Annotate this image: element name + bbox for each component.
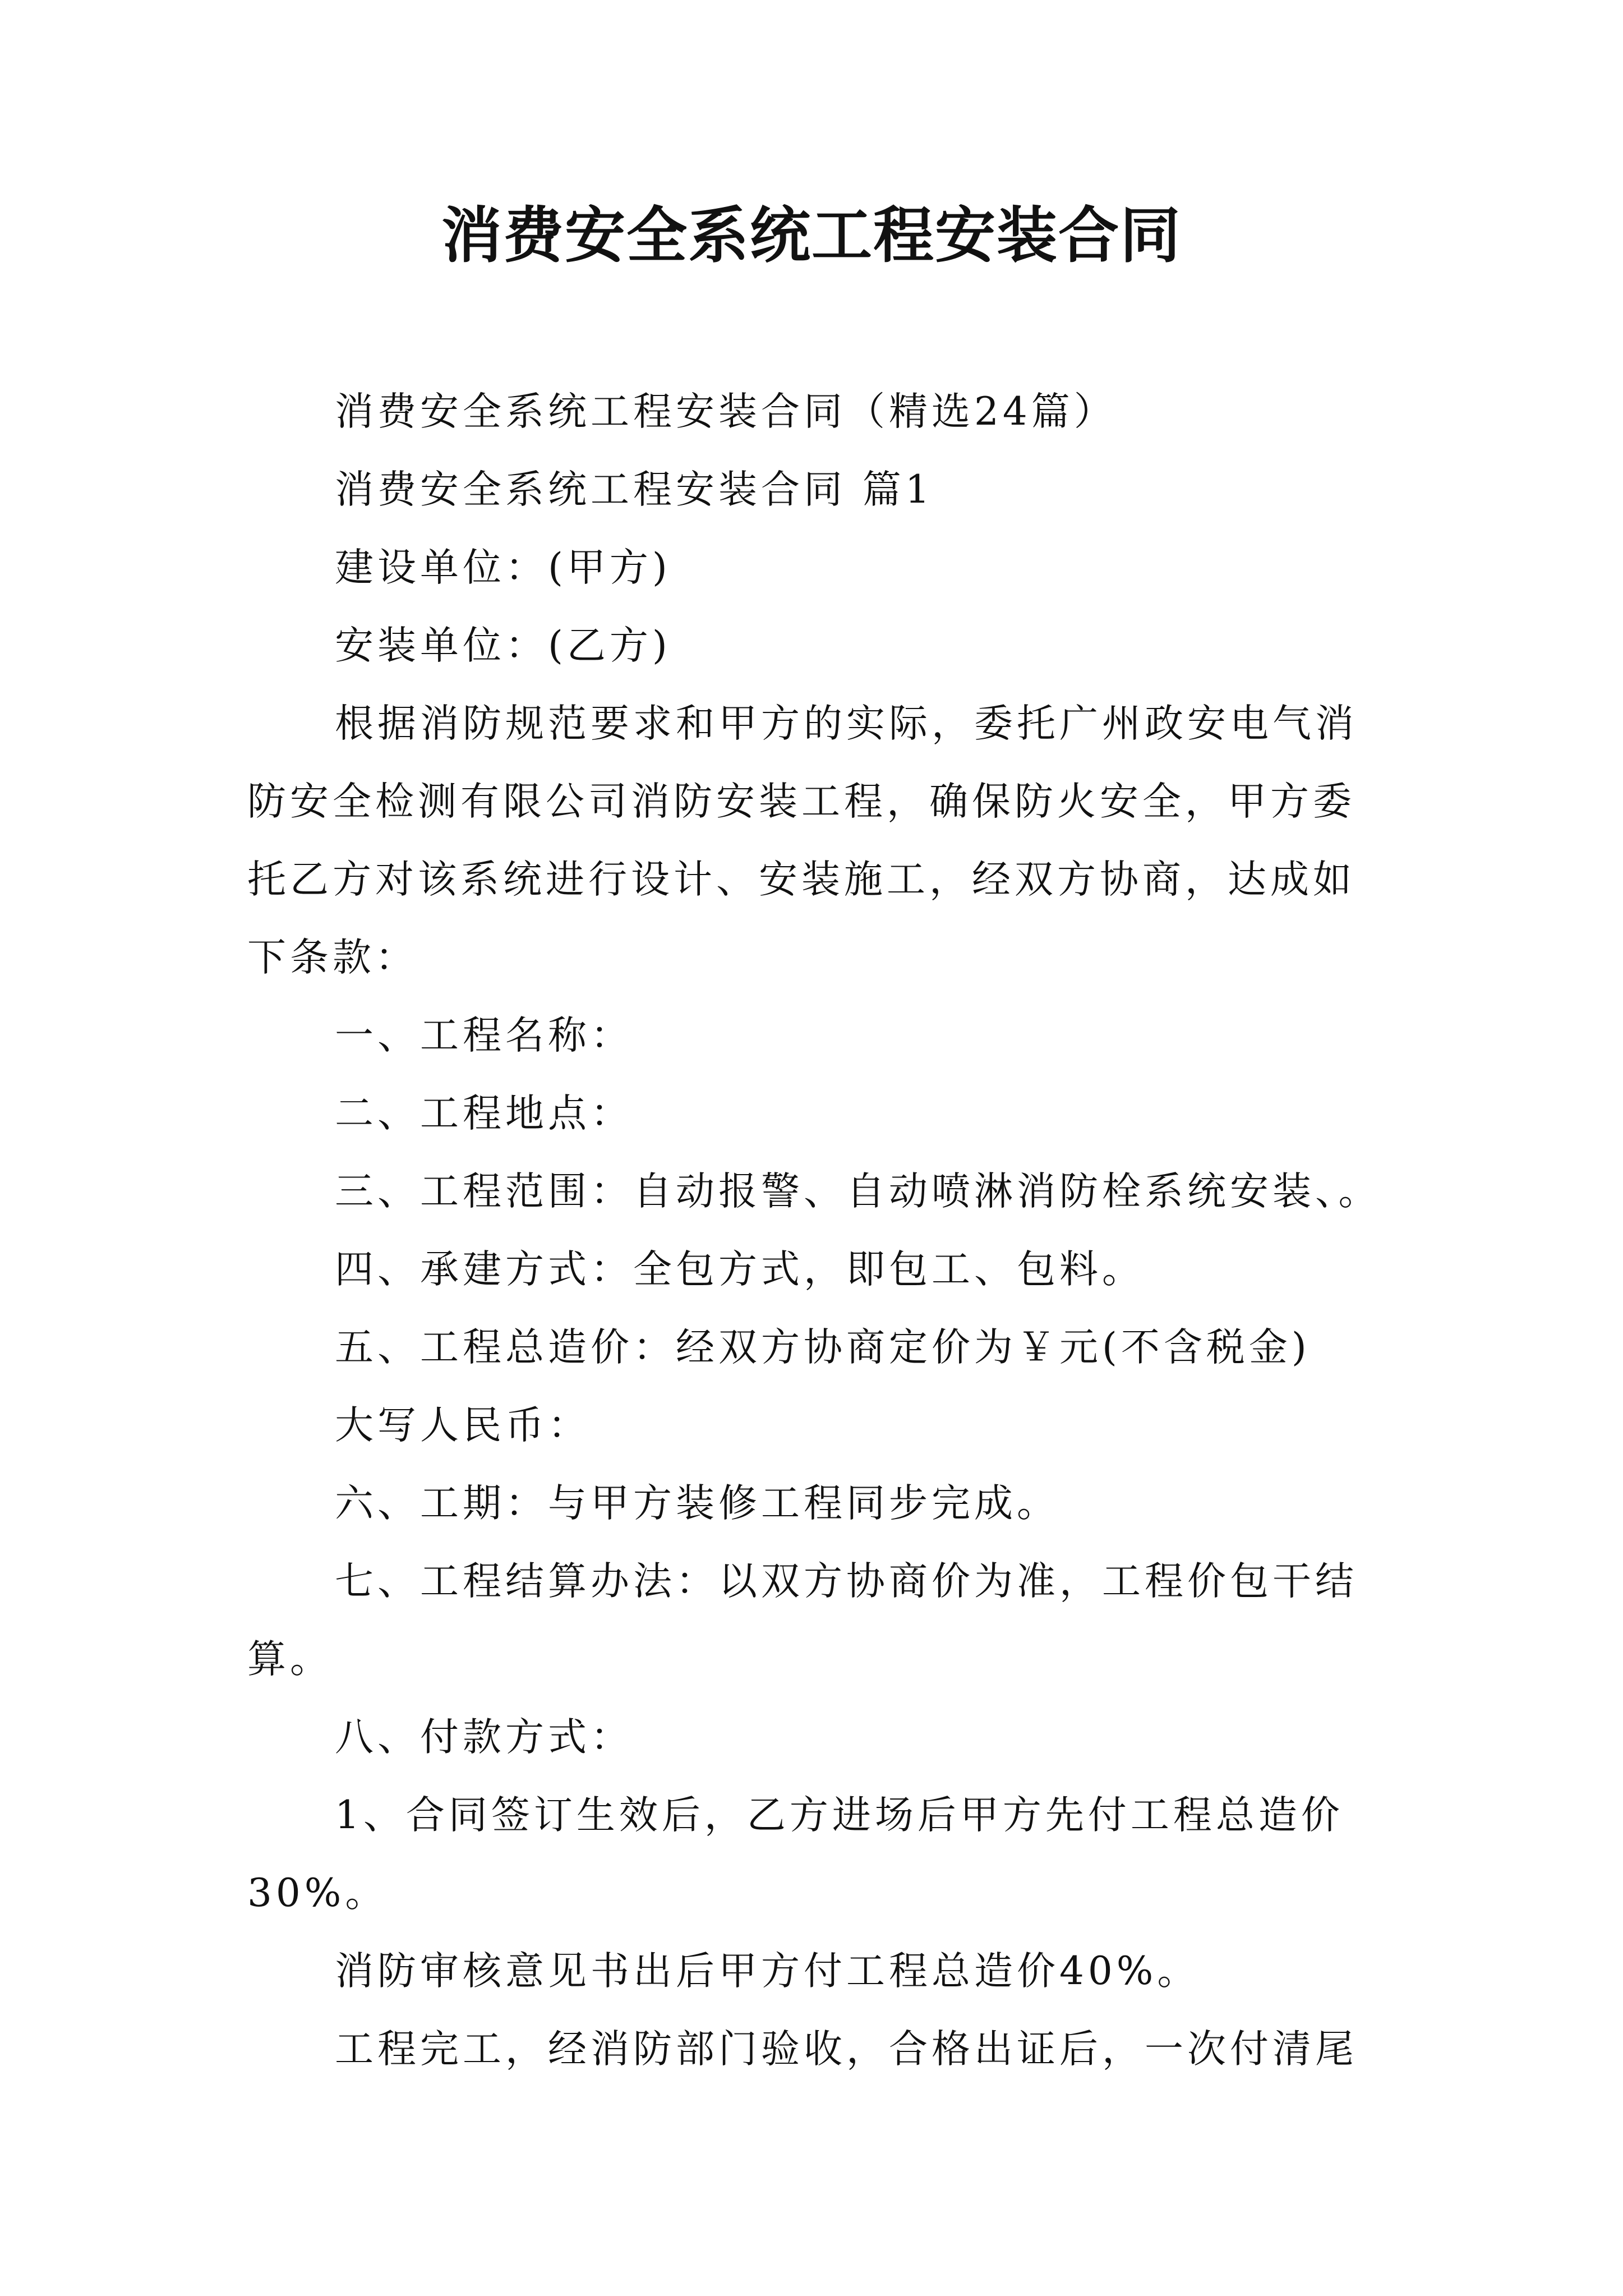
- paragraph: 安装单位：(乙方): [335, 623, 671, 668]
- paragraph: 消费安全系统工程安装合同（精选24篇）: [335, 389, 1117, 434]
- paragraph: 工程完工，经消防部门验收，合格出证后，一次付清尾: [335, 2027, 1358, 2072]
- paragraph: 二、工程地点：: [335, 1091, 633, 1136]
- paragraph: 大写人民币：: [335, 1403, 591, 1448]
- paragraph: 八、付款方式：: [335, 1715, 633, 1760]
- paragraph: 五、工程总造价：经双方协商定价为￥元(不含税金): [335, 1325, 1311, 1370]
- paragraph: 消费安全系统工程安装合同 篇1: [335, 467, 934, 512]
- paragraph: 四、承建方式：全包方式，即包工、包料。: [335, 1247, 1145, 1292]
- paragraph: 建设单位：(甲方): [335, 545, 671, 590]
- document-title: 消费安全系统工程安装合同: [441, 200, 1182, 271]
- paragraph: 根据消防规范要求和甲方的实际，委托广州政安电气消防安全检测有限公司消防安装工程，确保防火安全，甲方委托乙方对该系统进行设计、安装施工，经双方协商，达成如下条款：: [247, 701, 1358, 980]
- paragraph: 六、工期：与甲方装修工程同步完成。: [335, 1481, 1059, 1526]
- document-body: [247, 373, 1391, 2088]
- paragraph: 三、工程范围：自动报警、自动喷淋消防栓系统安装、。: [335, 1169, 1381, 1214]
- paragraph: 七、工程结算办法：以双方协商价为准，工程价包干结算。: [247, 1559, 1358, 1682]
- paragraph: 1、合同签订生效后，乙方进场后甲方先付工程总造价30%。: [247, 1793, 1344, 1916]
- paragraph: 消防审核意见书出后甲方付工程总造价40%。: [335, 1949, 1200, 1994]
- paragraph: 一、工程名称：: [335, 1013, 633, 1058]
